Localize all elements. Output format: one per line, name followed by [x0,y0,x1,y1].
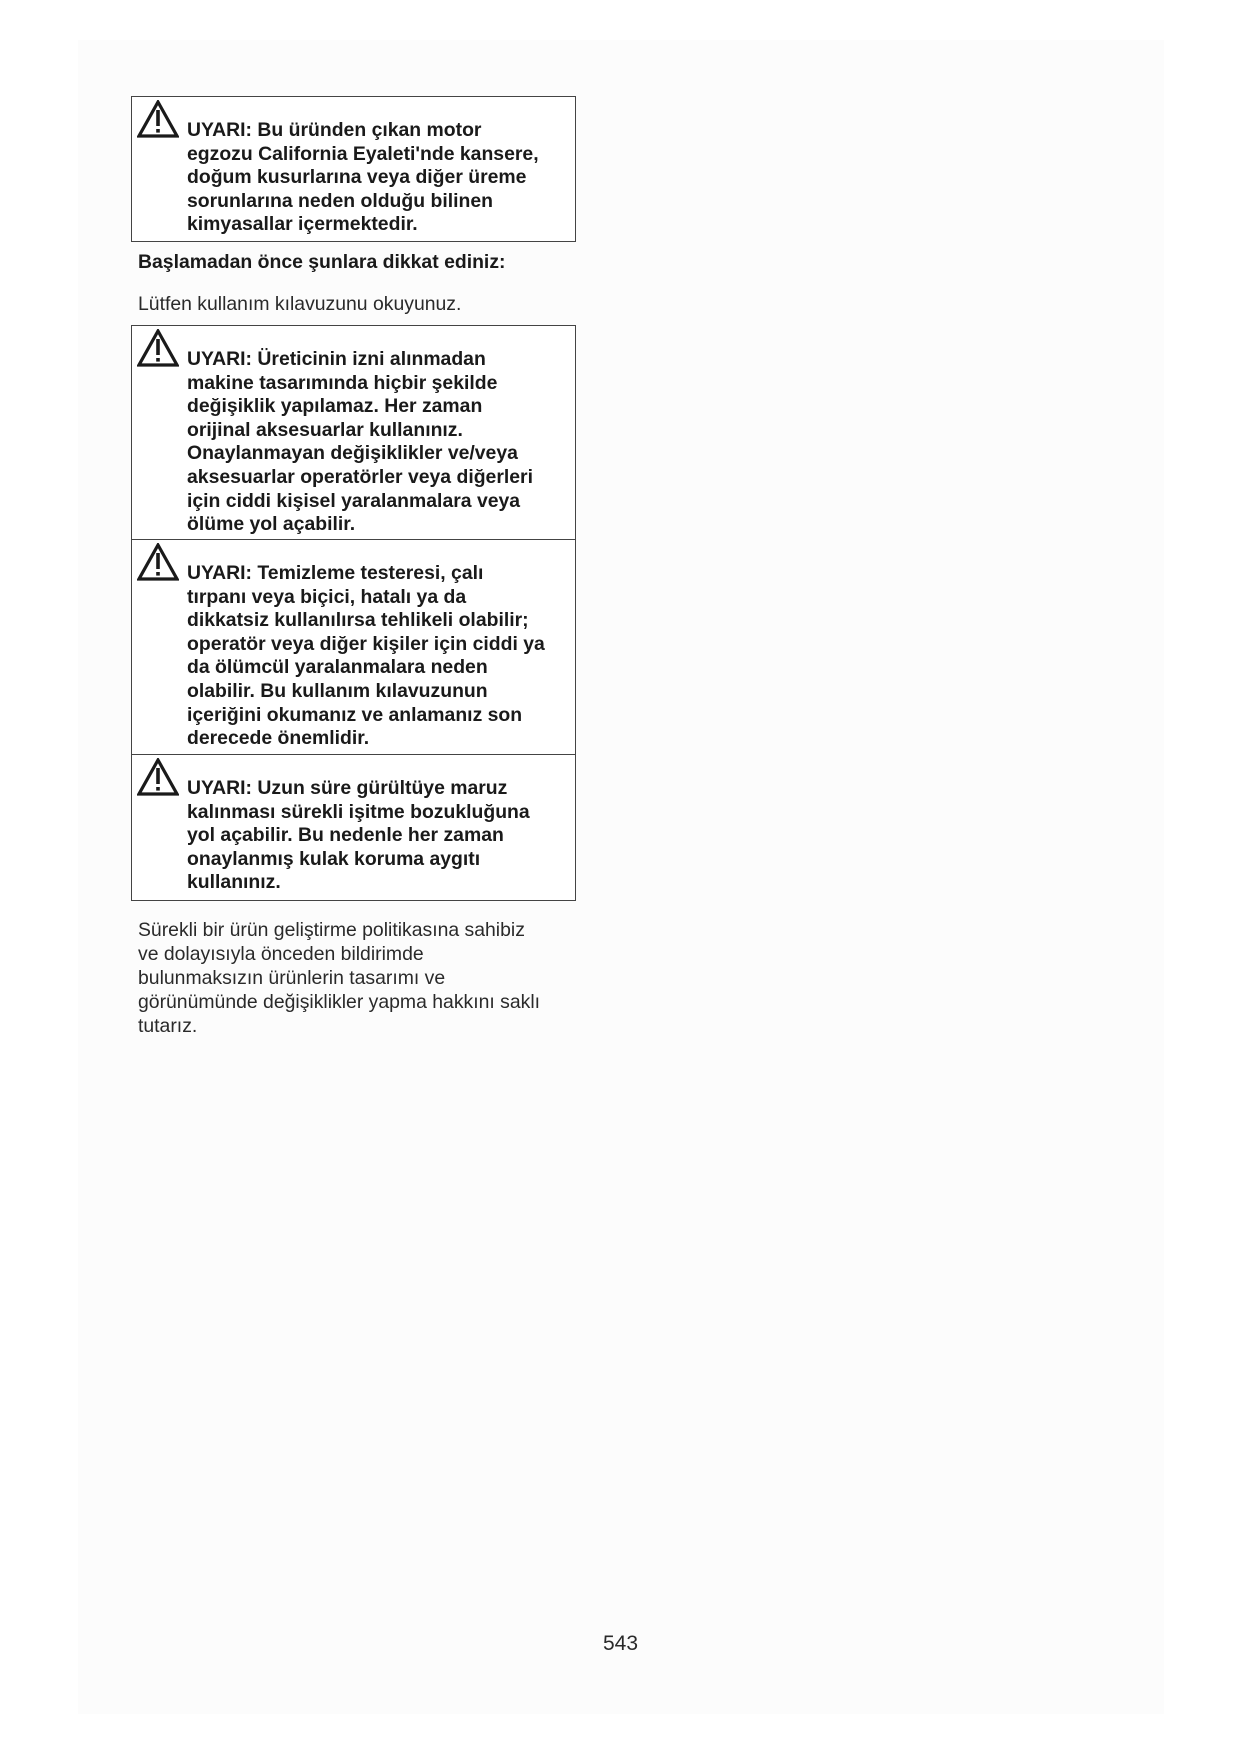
policy-text: Sürekli bir ürün geliştirme politikasına sahibiz ve dolayısıyla önceden bildirimde bulunmaksızın ürünlerin tasarımı ve görünümünde değişiklikler yapma hakkını saklı tutarız. [138,919,541,1037]
warning-cell-noise [132,754,575,898]
warning-cell-usage-danger [132,539,575,754]
warning-text: UYARI: Bu üründen çıkan motor egzozu California Eyaleti'nde kansere, doğum kusurlarına veya diğer üreme sorunlarına neden olduğu bilinen kimyasallar içermektedir. [187,119,539,236]
warning-cell [132,97,575,240]
warning-text: UYARI: Temizleme testeresi, çalı tırpanı veya biçici, hatalı ya da dikkatsiz kullanılırsa tehlikeli olabilir; operatör veya diğer kişiler için ciddi ya da ölümcül yaralanmalara neden olabilir. Bu kullanım kılavuzunun içeriğini okumanız ve anlamanız son derecede önemlidir. [187,562,545,750]
warning-triangle-icon [137,329,179,367]
section-heading: Başlamadan önce şunlara dikkat ediniz: [138,251,506,273]
warning-triangle-icon [137,100,179,138]
warning-cell-modification [132,326,575,539]
warning-text: UYARI: Uzun süre gürültüye maruz kalınması sürekli işitme bozukluğuna yol açabilir. Bu nedenle her zaman onaylanmış kulak koruma aygıtı kullanınız. [187,777,530,894]
warning-triangle-icon [137,543,179,581]
page-number: 543 [602,1632,639,1655]
warning-box-california [131,96,576,242]
warning-text: UYARI: Üreticinin izni alınmadan makine tasarımında hiçbir şekilde değişiklik yapılamaz. Her zaman orijinal aksesuarlar kullanınız. Onaylanmayan değişiklikler ve/veya aksesuarlar operatörler veya diğerleri için ciddi kişisel yaralanmalara veya ölüme yol açabilir. [187,348,533,536]
warning-box-group [131,325,576,901]
intro-text: Lütfen kullanım kılavuzunu okuyunuz. [138,293,462,315]
warning-triangle-icon [137,758,179,796]
